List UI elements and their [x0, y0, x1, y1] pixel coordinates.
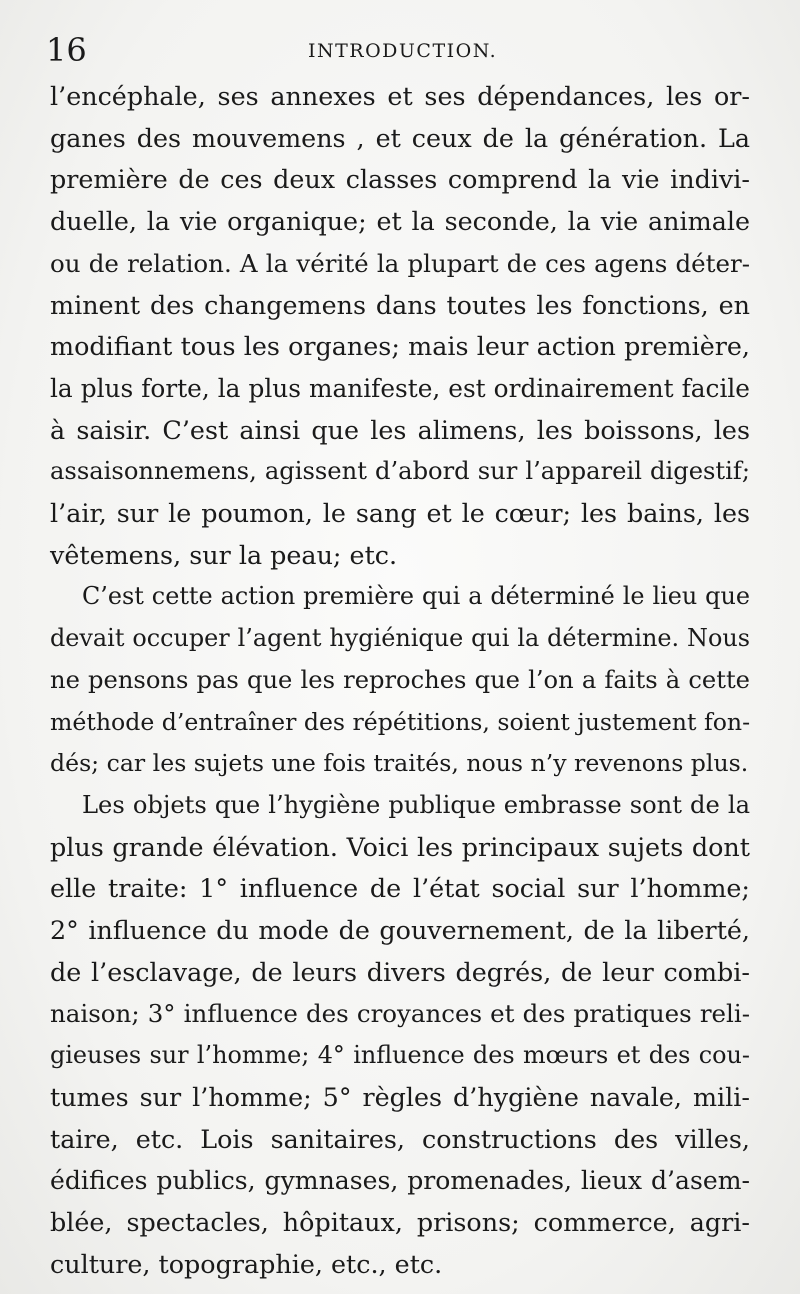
running-title: INTRODUCTION.: [308, 40, 498, 62]
text-line: ganes des mouvemens , et ceux de la génération. La: [50, 122, 750, 153]
text-line: première de ces deux classes comprend la vie indivi-: [50, 164, 750, 195]
text-line: blée, spectacles, hôpitaux, prisons; commerce, agri-: [50, 1206, 750, 1237]
text-line: dés; car les sujets une fois traités, nous n’y revenons plus.: [50, 749, 749, 778]
text-line: méthode d’entraîner des répétitions, soient justement fon-: [50, 707, 751, 736]
text-line: taire, etc. Lois sanitaires, constructions des villes,: [50, 1123, 750, 1154]
text-line: devait occuper l’agent hygiénique qui la détermine. Nous: [50, 624, 750, 653]
text-line: l’encéphale, ses annexes et ses dépendances, les or-: [50, 81, 750, 111]
text-line: la plus forte, la plus manifeste, est ordinairement facile: [50, 373, 750, 403]
text-line: minent des changemens dans toutes les fonctions, en: [50, 289, 750, 320]
paragraph: [50, 785, 750, 1285]
text-line: duelle, la vie organique; et la seconde, la vie animale: [50, 206, 750, 237]
running-head: [46, 30, 760, 70]
text-line: culture, topographie, etc., etc.: [50, 1248, 443, 1279]
page-number: 16: [46, 31, 87, 69]
text-line: tumes sur l’homme; 5° règles d’hygiène navale, mili-: [50, 1081, 750, 1112]
text-line: gieuses sur l’homme; 4° influence des mœurs et des cou-: [50, 1041, 750, 1070]
text-line: Les objets que l’hygiène publique embrasse sont de la: [82, 790, 750, 819]
text-line: assaisonnemens, agissent d’abord sur l’appareil digestif;: [50, 457, 750, 486]
text-line: édifices publics, gymnases, promenades, lieux d’asem-: [50, 1166, 750, 1196]
text-line: ne pensons pas que les reproches que l’on a faits à cette: [50, 665, 750, 694]
text-line: ou de relation. A la vérité la plupart de ces agens déter-: [50, 248, 750, 278]
text-line: l’air, sur le poumon, le sang et le cœur; les bains, les: [50, 498, 750, 529]
text-line: naison; 3° influence des croyances et des pratiques reli-: [50, 999, 750, 1029]
text-line: vêtemens, sur la peau; etc.: [50, 539, 398, 570]
text-line: plus grande élévation. Voici les principaux sujets dont: [50, 831, 750, 862]
text-line: de l’esclavage, de leurs divers degrés, de leur combi-: [50, 956, 750, 987]
paragraph: [50, 76, 750, 576]
paragraph: [50, 576, 750, 785]
body-text: [50, 76, 750, 1285]
text-line: à saisir. C’est ainsi que les alimens, les boissons, les: [50, 414, 750, 445]
text-line: modifiant tous les organes; mais leur action première,: [50, 331, 750, 362]
text-line: elle traite: 1° influence de l’état social sur l’homme;: [50, 873, 750, 904]
text-line: 2° influence du mode de gouvernement, de la liberté,: [50, 915, 750, 946]
text-line: C’est cette action première qui a déterminé le lieu que: [82, 582, 750, 611]
